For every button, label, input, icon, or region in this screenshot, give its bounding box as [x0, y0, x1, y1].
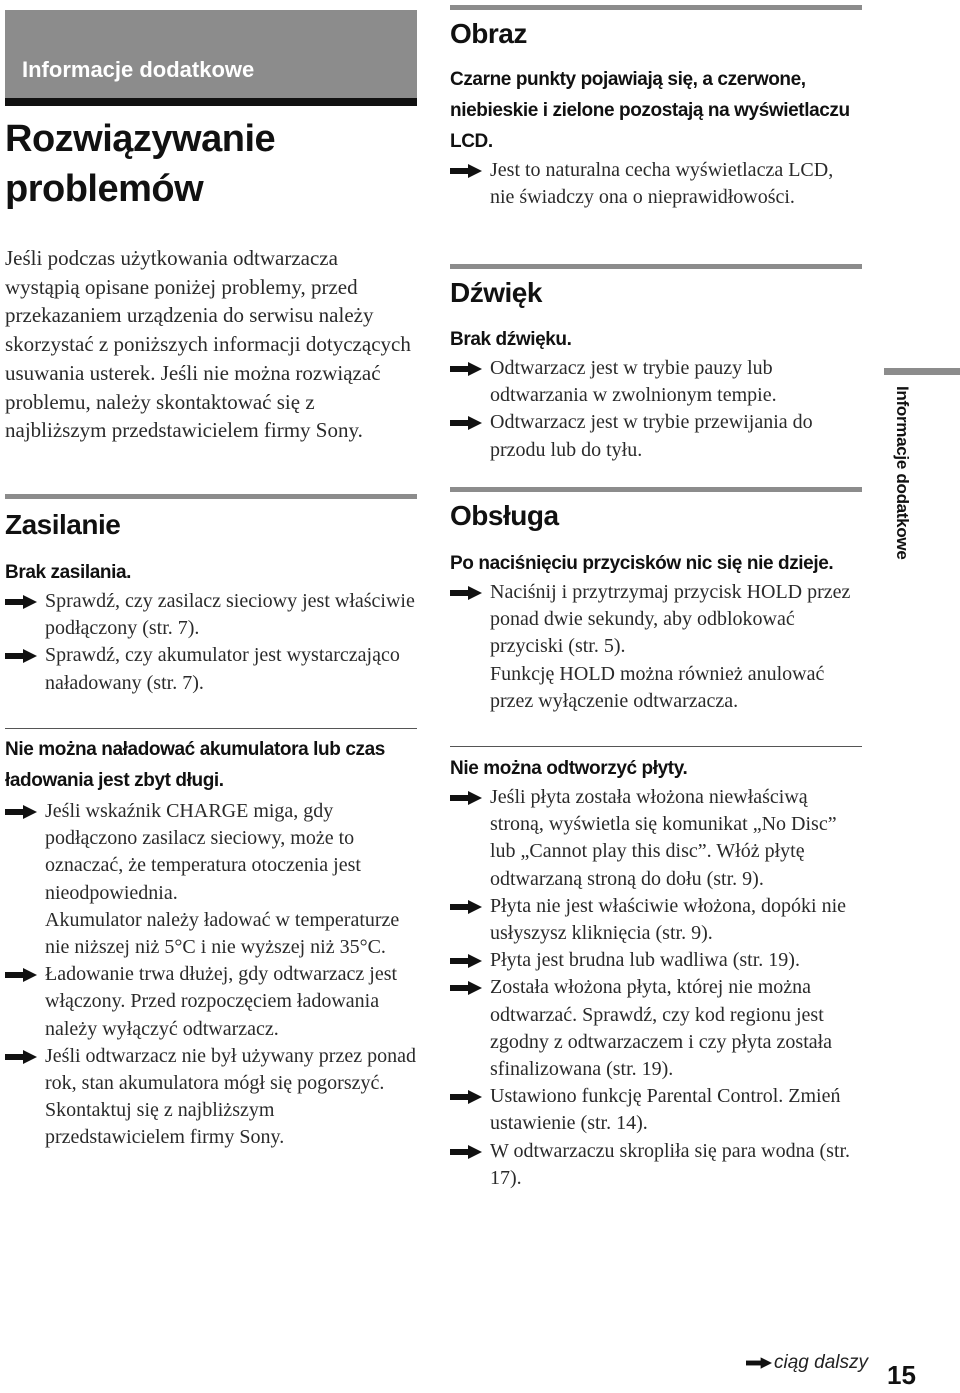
problem-block-disc — [450, 746, 862, 1192]
page-title — [5, 114, 275, 214]
solution-text: Odtwarzacz jest w trybie pauzy lub odtwarzania w zwolnionym tempie. — [490, 357, 777, 407]
solution-item — [450, 579, 862, 661]
continued-label: ciąg dalszy — [774, 1352, 868, 1373]
solution-item — [450, 947, 862, 974]
section-heading: Obraz — [450, 18, 527, 49]
section-obraz — [450, 5, 862, 211]
solution-text: Jest to naturalna cecha wyświetlacza LCD, nie świadczy ona o nieprawidłowości. — [490, 159, 834, 209]
solution-item — [450, 974, 862, 1083]
solution-item — [450, 893, 862, 947]
solution-text: Jeśli wskaźnik CHARGE miga, gdy podłączono zasilacz sieciowy, może to oznaczać, że temperatura otoczenia jest nieodpowiednia. — [45, 800, 361, 904]
arrow-icon — [450, 362, 482, 376]
solution-item — [450, 355, 862, 409]
problem-title: Nie można odtworzyć płyty. — [450, 758, 688, 779]
solution-text: Sprawdź, czy akumulator jest wystarczająco naładowany (str. 7). — [45, 644, 400, 694]
solution-item — [5, 798, 417, 907]
arrow-icon — [5, 805, 37, 819]
section-dzwiek — [450, 264, 862, 464]
solution-list — [450, 157, 862, 211]
solution-list — [5, 588, 417, 697]
solution-item — [450, 1138, 862, 1192]
intro-paragraph: Jeśli podczas użytkowania odtwarzacza wystąpią opisane poniżej problemy, przed przekazaniem urządzenia do serwisu należy skorzystać z poniższych informacji dotyczących usuwania usterek. Jeśli nie można rozwiązać problemu, należy skontaktować się z najbliższym przedstawicielem firmy Sony. — [5, 246, 411, 443]
section-divider — [450, 264, 862, 269]
solution-item — [450, 157, 862, 211]
problem-title: Nie można naładować akumulatora lub czas ładowania jest zbyt długi. — [5, 739, 385, 791]
section-obsluga — [450, 487, 862, 715]
arrow-icon — [450, 164, 482, 178]
solution-text: Naciśnij i przytrzymaj przycisk HOLD przez ponad dwie sekundy, aby odblokować przyciski (str. 5). — [490, 581, 851, 658]
section-banner — [5, 10, 417, 106]
problem-title: Po naciśnięciu przycisków nic się nie dzieje. — [450, 553, 834, 574]
side-tab-label: Informacje dodatkowe — [893, 386, 912, 560]
problem-block-charging — [5, 728, 417, 1152]
solution-text: Jeśli odtwarzacz nie był używany przez ponad rok, stan akumulatora mógł się pogorszyć. Skontaktuj się z najbliższym przedstawicielem firmy Sony. — [45, 1044, 416, 1149]
solution-text: W odtwarzaczu skropliła się para wodna (str. 17). — [490, 1139, 851, 1189]
section-divider — [450, 487, 862, 492]
solution-text: Jeśli płyta została włożona niewłaściwą stroną, wyświetla się komunikat „No Disc” lub „Cannot play this disc”. Włóż płytę odtwarzaną stroną do dołu (str. 9). — [490, 786, 837, 890]
page-title-line2: problemów — [5, 168, 204, 210]
arrow-icon — [450, 954, 482, 968]
section-divider — [5, 494, 417, 499]
solution-text: Ładowanie trwa dłużej, gdy odtwarzacz jest włączony. Przed rozpoczęciem ładowania należy wyłączyć odtwarzacz. — [45, 963, 398, 1040]
arrow-icon — [5, 1050, 37, 1064]
arrow-icon — [5, 595, 37, 609]
solution-item — [5, 961, 417, 1043]
arrow-icon — [450, 791, 482, 805]
continued-indicator — [746, 1352, 868, 1374]
solution-item — [5, 588, 417, 642]
solution-text: Płyta jest brudna lub wadliwa (str. 19). — [490, 949, 800, 972]
arrow-icon — [450, 586, 482, 600]
arrow-icon — [450, 1145, 482, 1159]
arrow-icon — [746, 1357, 772, 1369]
solution-continuation: Akumulator należy ładować w temperaturze nie niższej niż 5°C i nie wyższej niż 35°C. — [45, 908, 400, 959]
solution-item — [5, 642, 417, 696]
section-divider — [450, 5, 862, 10]
solution-item — [450, 1083, 862, 1137]
problem-title: Brak zasilania. — [5, 562, 132, 583]
solution-text: Została włożona płyta, której nie można odtwarzać. Sprawdź, czy kod regionu jest zgodny z odtwarzaczem i czy płyta została sfinalizowana (str. 19). — [490, 976, 833, 1081]
problem-divider — [450, 746, 862, 747]
solution-list — [450, 355, 862, 464]
solution-text: Ustawiono funkcję Parental Control. Zmień ustawienie (str. 14). — [490, 1085, 841, 1135]
section-heading: Obsługa — [450, 500, 559, 531]
solution-continuation: Funkcję HOLD można również anulować przez wyłączenie odtwarzacza. — [490, 662, 825, 712]
solution-item — [450, 784, 862, 893]
solution-text: Odtwarzacz jest w trybie przewijania do przodu lub do tyłu. — [490, 411, 813, 461]
side-tab-marker — [884, 368, 960, 375]
arrow-icon — [450, 416, 482, 430]
arrow-icon — [450, 900, 482, 914]
arrow-icon — [5, 968, 37, 982]
section-heading: Dźwięk — [450, 277, 542, 308]
solution-list — [5, 798, 417, 1152]
problem-divider — [5, 728, 417, 729]
solution-text: Sprawdź, czy zasilacz sieciowy jest właściwie podłączony (str. 7). — [45, 590, 415, 640]
problem-title: Brak dźwięku. — [450, 329, 572, 350]
arrow-icon — [5, 649, 37, 663]
page-title-line1: Rozwiązywanie — [5, 118, 276, 160]
solution-item — [450, 409, 862, 463]
arrow-icon — [450, 1090, 482, 1104]
banner-label: Informacje dodatkowe — [22, 57, 255, 82]
page-number: 15 — [887, 1360, 916, 1390]
solution-list — [450, 579, 862, 715]
solution-item — [5, 1043, 417, 1152]
section-zasilanie — [5, 494, 417, 697]
solution-text: Płyta nie jest właściwie włożona, dopóki nie usłyszysz kliknięcia (str. 9). — [490, 894, 847, 945]
arrow-icon — [450, 981, 482, 995]
section-heading: Zasilanie — [5, 509, 121, 540]
problem-title: Czarne punkty pojawiają się, a czerwone, niebieskie i zielone pozostają na wyświetlaczu LCD. — [450, 69, 850, 152]
solution-list — [450, 784, 862, 1192]
